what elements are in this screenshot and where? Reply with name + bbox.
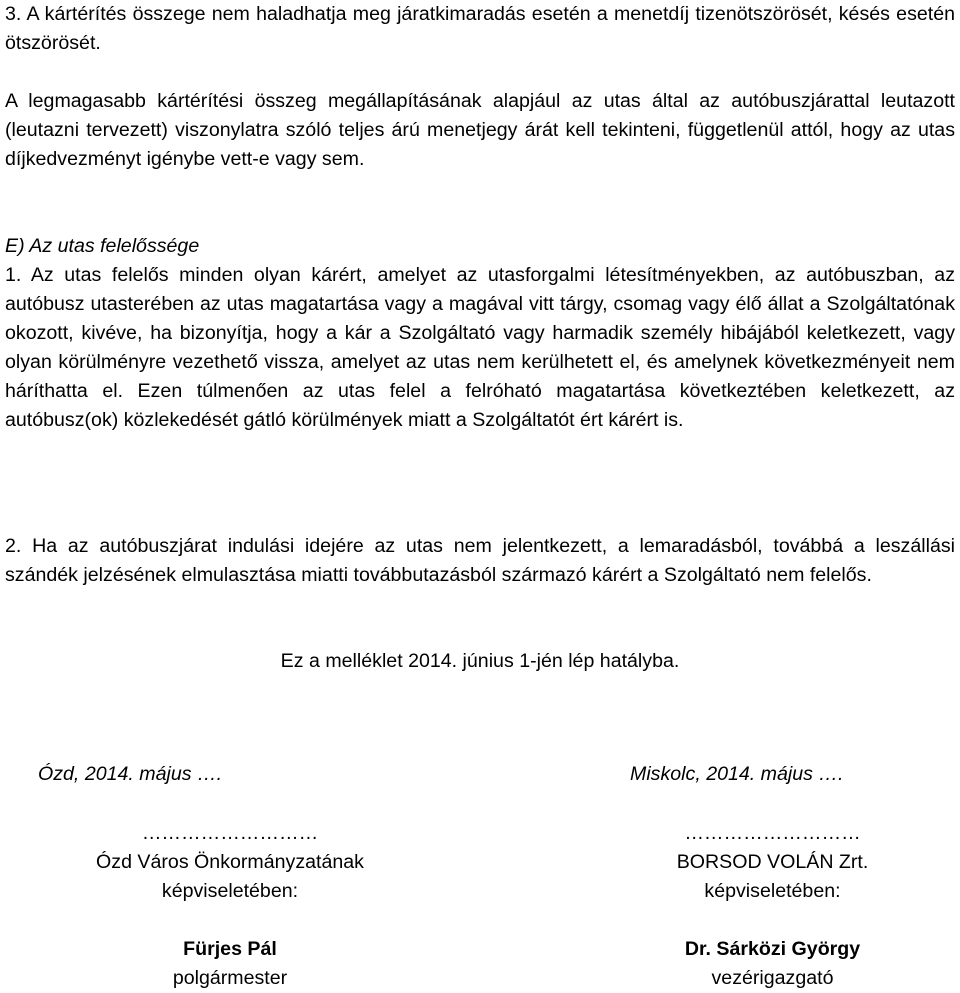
signatory-capacity-left: képviseletében: [161,880,299,902]
signatory-title-left: polgármester [172,967,288,989]
paragraph-max-compensation: A legmagasabb kártérítési összeg megállapításának alapjául az utas által az autóbuszjárattal leutazott (leutazni tervezett) viszonylatra szóló teljes árú menetjegy árát kell tekinteni, függetlenül attól, hogy az utas díjkedvezményt igénybe vett-e vagy sem. [5,90,955,170]
section-heading-e: E) Az utas felelőssége [5,235,200,257]
place-date-right: Miskolc, 2014. május …. [630,763,844,785]
effective-date-statement: Ez a melléklet 2014. június 1-jén lép hatályba. [280,650,680,672]
paragraph-3: 3. A kártérítés összege nem haladhatja meg járatkimaradás esetén a menetdíj tizenötszörösét, késés esetén ötszörösét. [5,3,955,54]
signature-line-right: ……………………… [684,822,861,844]
signatory-org-right: BORSOD VOLÁN Zrt. [676,851,869,873]
paragraph-1-liability: 1. Az utas felelős minden olyan kárért, amelyet az utasforgalmi létesítményekben, az autóbuszban, az autóbusz utasterében az utas magatartása vagy a magával vitt tárgy, csomag vagy élő állat a Szolgáltatónak okozott, kivéve, ha bizonyítja, hogy a kár a Szolgáltató vagy harmadik személy hibájából keletkezett, vagy olyan körülményre vezethető vissza, amelyet az utas nem kerülhetett el, és amelynek következményeit nem háríthatta el. Ezen túlmenően az utas felel a felróható magatartása következtében keletkezett, az autóbusz(ok) közlekedését gátló körülmények miatt a Szolgáltatót ért kárért is. [5,264,955,431]
signatory-name-left: Fürjes Pál [183,938,277,960]
signature-block-right [600,760,945,993]
spacer [25,906,435,935]
signatory-org-left: Ózd Város Önkormányzatának [96,851,364,873]
signatory-capacity-right: képviseletében: [704,880,841,902]
signatory-title-right: vezérigazgató [711,967,834,989]
place-date-left: Ózd, 2014. május …. [38,763,223,785]
spacer [600,906,945,935]
signature-line-left: ……………………… [141,822,319,844]
signature-block-left [25,760,435,993]
signatory-name-right: Dr. Sárközi György [684,938,861,960]
paragraph-2-missed-departure: 2. Ha az autóbuszjárat indulási idejére az utas nem jelentkezett, a lemaradásból, továbbá a leszállási szándék jelzésének elmulasztása miatti továbbutazásból származó kárért a Szolgáltató nem felelős. [5,535,955,586]
